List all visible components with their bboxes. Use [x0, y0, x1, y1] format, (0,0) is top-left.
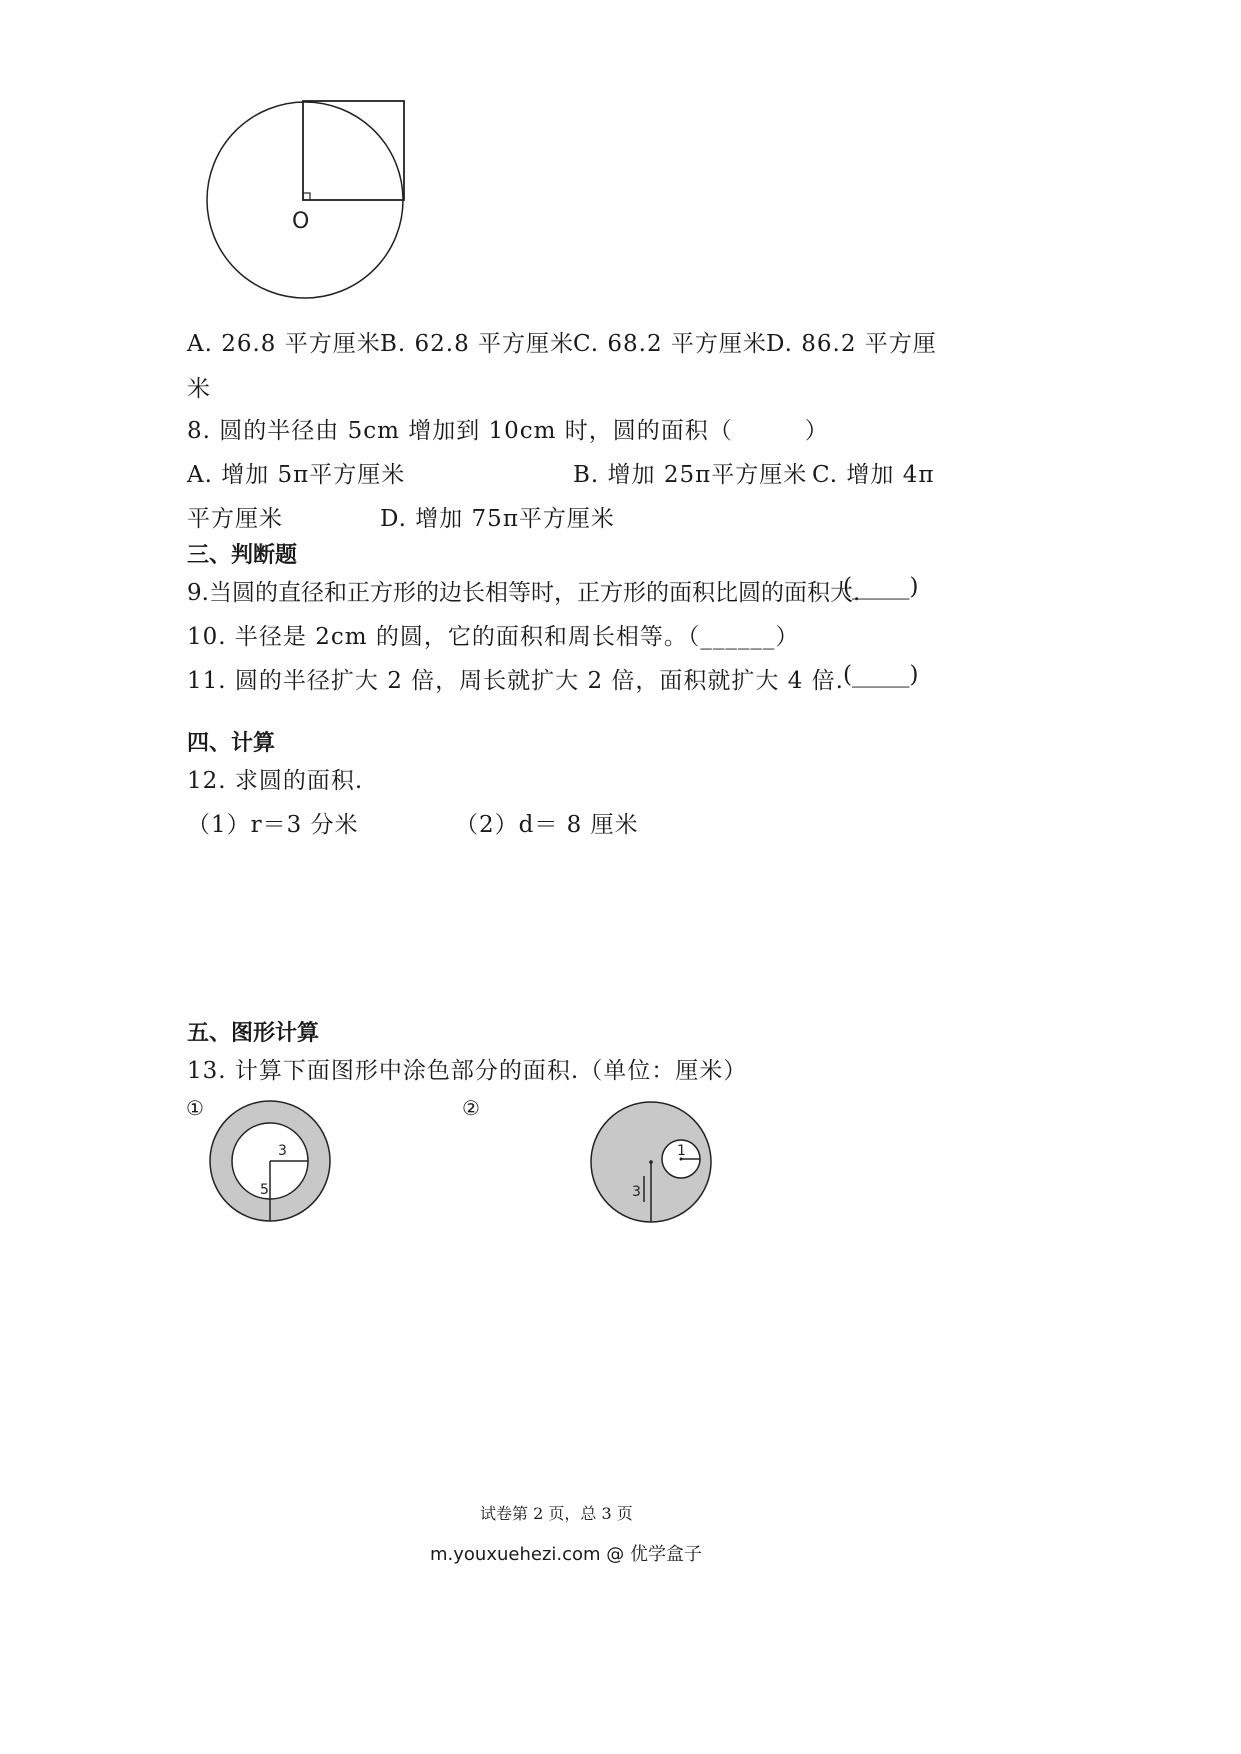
q8-option-a: A. 增加 5π平方厘米 [187, 462, 406, 488]
q10-text: 10. 半径是 2cm 的圆，它的面积和周长相等。（______） [187, 624, 800, 650]
fig1-inner-label: 3 [278, 1143, 287, 1159]
q12-text: 12. 求圆的面积. [187, 768, 364, 794]
fig2-big-label: 3 [632, 1184, 641, 1200]
fig2-small-label: 1 [677, 1143, 686, 1159]
circle-hole-figure [585, 1096, 720, 1226]
center-label: O [292, 209, 310, 234]
q7-option-c: C. 68.2 平方厘米 [573, 331, 767, 357]
q8-stem: 8. 圆的半径由 5cm 增加到 10cm 时，圆的面积（ ） [187, 418, 829, 444]
q8-option-c-cont: 平方厘米 [187, 506, 283, 532]
page-info: 试卷第 2 页，总 3 页 [480, 1504, 633, 1523]
q8-option-c: C. 增加 4π [812, 462, 935, 488]
fig1-outer-label: 5 [260, 1182, 269, 1198]
q7-option-d-cont: 米 [187, 376, 211, 402]
q8-option-b: B. 增加 25π平方厘米 [573, 462, 808, 488]
q13-text: 13. 计算下面图形中涂色部分的面积.（单位：厘米） [187, 1058, 748, 1084]
fig2-marker: ② [462, 1096, 480, 1120]
fig1-marker: ① [186, 1096, 204, 1120]
q7-option-b: B. 62.8 平方厘米 [380, 331, 575, 357]
q9-text: 9.当圆的直径和正方形的边长相等时，正方形的面积比圆的面积大. [187, 580, 861, 606]
q12-part1: （1）r＝3 分米 [187, 812, 359, 838]
circle-square-figure [200, 95, 420, 305]
q7-option-a: A. 26.8 平方厘米 [187, 331, 381, 357]
q9-blank: (_____) [843, 574, 919, 600]
section5-title: 五、图形计算 [187, 1021, 320, 1046]
q11-text: 11. 圆的半径扩大 2 倍，周长就扩大 2 倍，面积就扩大 4 倍. [187, 668, 844, 694]
q12-part2: （2）d＝ 8 厘米 [455, 812, 639, 838]
section3-title: 三、判断题 [187, 543, 298, 568]
q11-blank: (_____) [843, 662, 919, 688]
q7-option-d: D. 86.2 平方厘 [766, 331, 937, 357]
right-angle-mark [303, 193, 310, 200]
ring-figure [205, 1096, 340, 1226]
site-link[interactable]: m.youxuehezi.com @ 优学盒子 [430, 1544, 703, 1565]
section4-title: 四、计算 [187, 731, 276, 756]
q8-option-d: D. 增加 75π平方厘米 [380, 506, 615, 532]
